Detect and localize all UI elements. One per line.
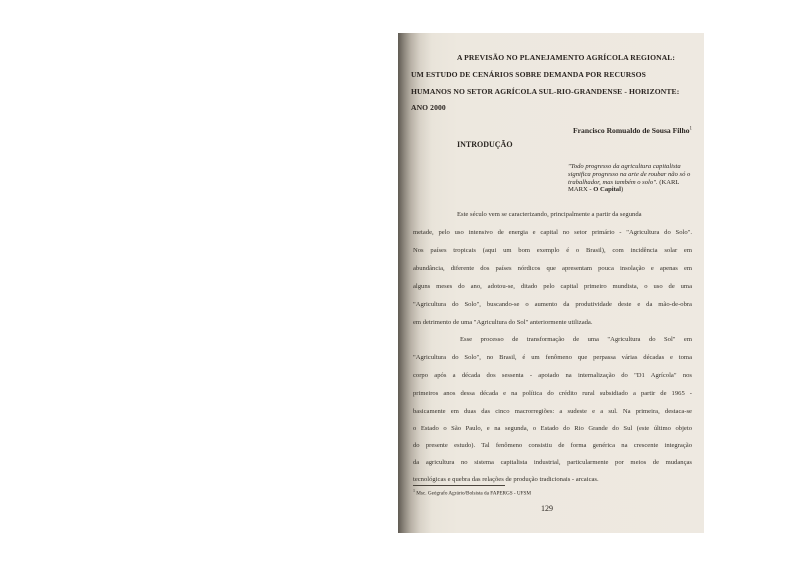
author-name [573, 126, 692, 135]
paragraph-2-line: da agricultura no sistema capitalista industrial, particularmente por meios de mudanças [413, 459, 692, 466]
title-line-3: HUMANOS NO SETOR AGRÍCOLA SUL-RIO-GRANDENSE - HORIZONTE: [411, 87, 680, 96]
paragraph-2-line: Esse processo de transformação de uma "Agricultura do Sol" em [460, 336, 692, 343]
scanned-page [398, 33, 704, 533]
epigraph [568, 163, 692, 194]
footnote-text: Msc. Geógrafo Agrário/Bolsista da FAPERGS - UFSM [416, 490, 532, 497]
epigraph-source: O Capital [593, 186, 621, 194]
footnote [413, 488, 531, 497]
footnote-mark: 1 [413, 488, 415, 493]
paragraph-1-line: "Agricultura do Solo", buscando-se o aumento da produtividade deste e da mão-de-obra [413, 301, 692, 308]
paragraph-2-line: "Agricultura do Solo", no Brasil, é um fenômeno que perpassa várias décadas e toma [413, 354, 692, 361]
paragraph-1-line: em detrimento de uma "Agricultura do Sol" anteriormente utilizada. [413, 319, 593, 326]
author-name-text: Francisco Romualdo de Sousa Filho [573, 126, 690, 135]
paragraph-2-line: primeiros anos dessa década e na política do crédito rural subsidiado a partir de 1965 - [413, 390, 692, 397]
title-line-2: UM ESTUDO DE CENÁRIOS SOBRE DEMANDA POR RECURSOS [411, 70, 646, 79]
epigraph-quote: "Todo progresso da agricultura capitalista significa progresso na arte de roubar não só o trabalhador, mas também o solo". [568, 163, 691, 186]
footnote-divider [413, 485, 505, 486]
paragraph-2-line: do presente estudo). Tal fenômeno consistiu de forma genérica na crescente integração [413, 442, 692, 449]
paragraph-2-line: corpo após a década dos sessenta - apoiado na internalização do "D1 Agrícola" nos [413, 372, 692, 379]
epigraph-close: ) [620, 186, 624, 194]
paragraph-2-line: tecnológicas e quebra das relações de produção tradicionais - arcaicas. [413, 476, 599, 483]
paragraph-1-line: Este século vem se caracterizando, principalmente a partir da segunda [457, 211, 642, 218]
paragraph-1-line: abundância, diferente dos países nórdicos que apresentam pouca insolação e apenas em [413, 265, 692, 272]
author-footnote-mark: 1 [689, 126, 692, 132]
title-line-4: ANO 2000 [411, 103, 446, 112]
page-number: 129 [541, 504, 553, 513]
paragraph-2-line: o Estado o São Paulo, e na segunda, o Estado do Rio Grande do Sul (este último objeto [413, 425, 692, 432]
paragraph-2-line: basicamente em duas das cinco macrorregiões: a sudeste e a sul. Na primeira, destaca-se [413, 408, 692, 415]
paragraph-1-line: Nos países tropicais (aqui um bom exemplo é o Brasil), com incidência solar em [413, 247, 692, 254]
paragraph-1-line: alguns meses do ano, adotou-se, ditado pelo capital primeiro mundista, o uso de uma [413, 283, 692, 290]
epigraph-attribution: (KARL MARX - [568, 178, 680, 194]
title-line-1: A PREVISÃO NO PLANEJAMENTO AGRÍCOLA REGIONAL: [457, 53, 676, 62]
paragraph-1-line: metade, pelo uso intensivo de energia e capital no setor primário - "Agricultura do Solo". [413, 229, 692, 236]
section-heading: INTRODUÇÃO [457, 140, 513, 149]
